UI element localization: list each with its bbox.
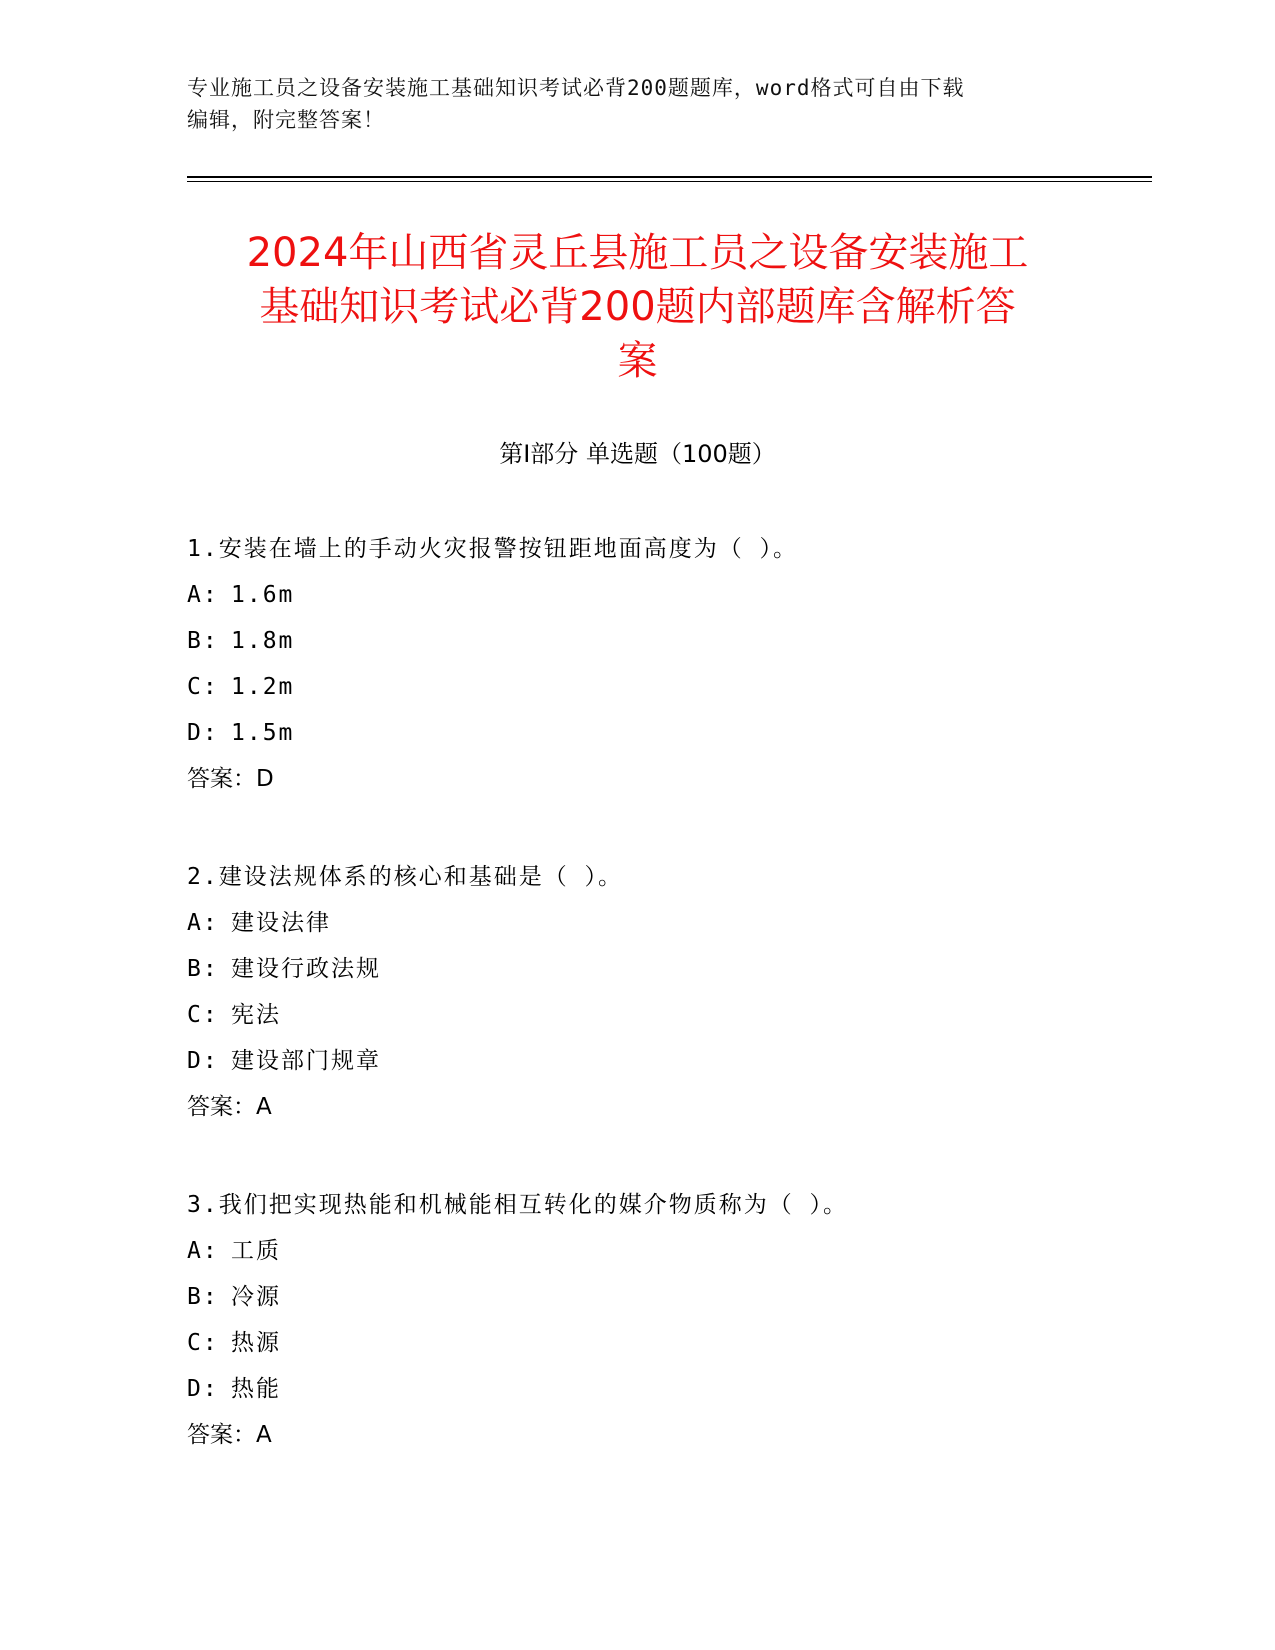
option-a — [187, 900, 1147, 946]
option-text: 建设法律 — [231, 910, 331, 936]
header-line-2: 编辑，附完整答案！ — [187, 108, 385, 132]
question-stem: 1.安装在墙上的手动火灾报警按钮距地面高度为（ ）。 — [187, 536, 799, 562]
option-letter: D: — [187, 720, 219, 746]
option-text: 工质 — [231, 1238, 281, 1264]
header-line-1: 专业施工员之设备安装施工基础知识考试必背200题题库，word格式可自由下载 — [187, 76, 965, 100]
title-line-2: 基础知识考试必背200题内部题库含解析答 — [259, 284, 1016, 330]
option-text: 冷源 — [231, 1284, 281, 1310]
option-d — [187, 1038, 1147, 1084]
option-letter: A: — [187, 1238, 219, 1264]
option-d — [187, 1366, 1147, 1412]
option-text: 1.2m — [231, 674, 295, 700]
answer-line: 答案：A — [187, 1422, 272, 1448]
option-letter: B: — [187, 628, 219, 654]
option-text: 1.6m — [231, 582, 295, 608]
header-rule-thin — [187, 181, 1152, 182]
question-list — [187, 526, 1147, 1510]
title-line-1: 2024年山西省灵丘县施工员之设备安装施工 — [246, 230, 1029, 276]
option-text: 建设行政法规 — [231, 956, 381, 982]
option-c — [187, 1320, 1147, 1366]
question-stem: 3.我们把实现热能和机械能相互转化的媒介物质称为（ ）。 — [187, 1192, 849, 1218]
header-rule-thick — [187, 176, 1152, 178]
document-title — [130, 226, 1145, 388]
option-letter: B: — [187, 1284, 219, 1310]
question-1 — [187, 526, 1147, 802]
title-line-3: 案 — [617, 338, 658, 384]
option-letter: D: — [187, 1048, 219, 1074]
option-text: 热能 — [231, 1376, 281, 1402]
option-letter: A: — [187, 910, 219, 936]
question-stem: 2.建设法规体系的核心和基础是（ ）。 — [187, 864, 624, 890]
page-header — [187, 72, 1087, 136]
question-3 — [187, 1182, 1147, 1458]
option-letter: C: — [187, 1330, 219, 1356]
option-text: 热源 — [231, 1330, 281, 1356]
option-letter: A: — [187, 582, 219, 608]
option-text: 建设部门规章 — [231, 1048, 381, 1074]
option-text: 1.5m — [231, 720, 295, 746]
option-b — [187, 1274, 1147, 1320]
option-letter: B: — [187, 956, 219, 982]
option-d — [187, 710, 1147, 756]
option-b — [187, 618, 1147, 664]
question-2 — [187, 854, 1147, 1130]
option-text: 1.8m — [231, 628, 295, 654]
option-a — [187, 1228, 1147, 1274]
answer-line: 答案：A — [187, 1094, 272, 1120]
option-c — [187, 992, 1147, 1038]
option-text: 宪法 — [231, 1002, 281, 1028]
option-c — [187, 664, 1147, 710]
option-letter: C: — [187, 1002, 219, 1028]
option-letter: D: — [187, 1376, 219, 1402]
option-a — [187, 572, 1147, 618]
section-heading: 第I部分 单选题（100题） — [499, 440, 776, 468]
option-letter: C: — [187, 674, 219, 700]
answer-line: 答案：D — [187, 766, 274, 792]
option-b — [187, 946, 1147, 992]
